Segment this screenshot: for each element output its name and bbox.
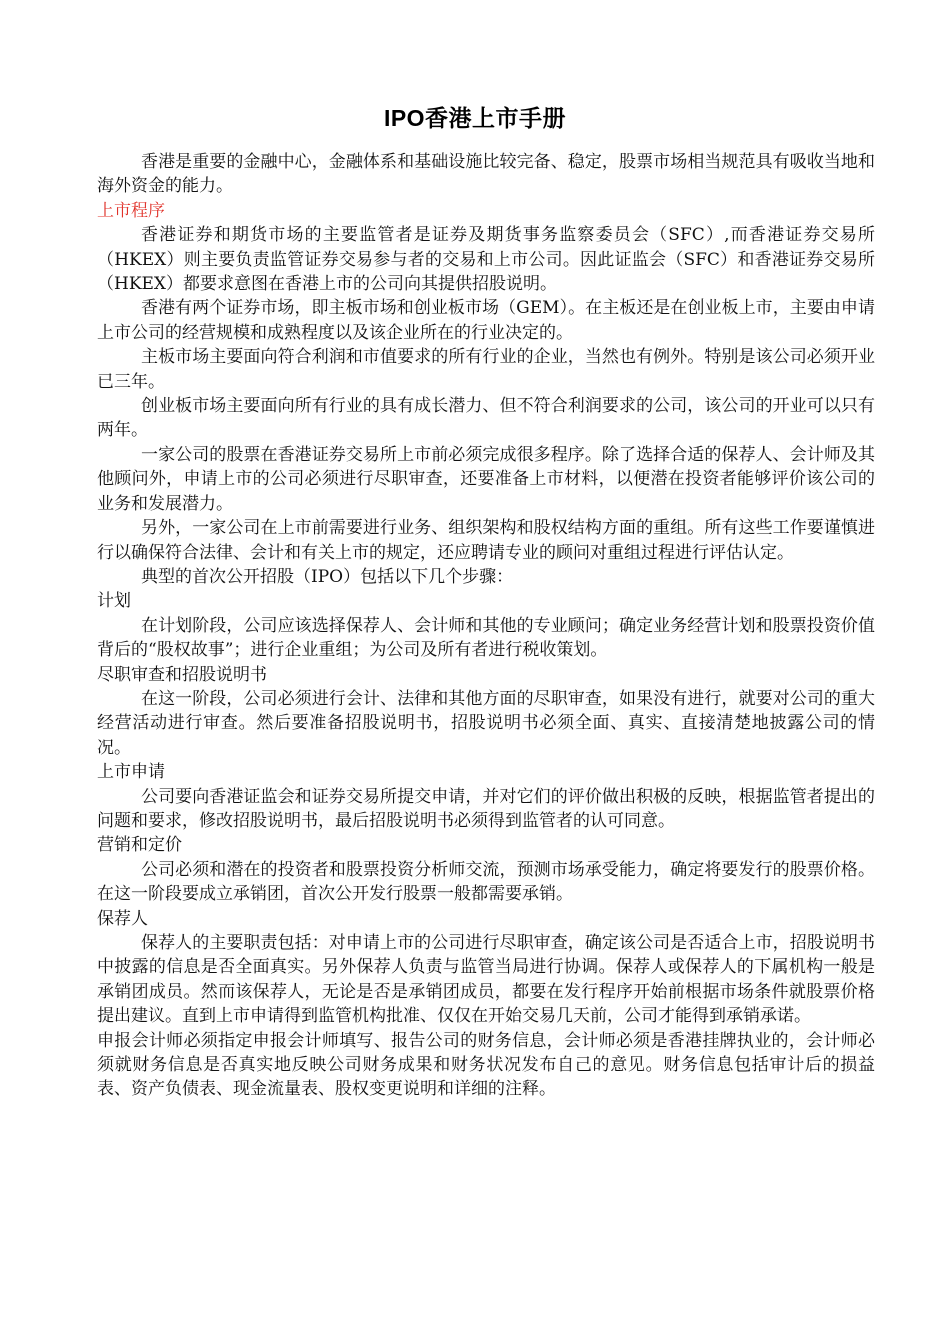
paragraph: 一家公司的股票在香港证券交易所上市前必须完成很多程序。除了选择合适的保荐人、会计师及其他顾问外，申请上市的公司必须进行尽职审查，还要准备上市材料，以便潜在投资者能够评价该公司的业务和发展潜力。 bbox=[97, 444, 875, 514]
section-heading: 保荐人 bbox=[97, 908, 148, 929]
document-body bbox=[97, 150, 875, 1102]
section-heading: 上市申请 bbox=[97, 762, 165, 783]
paragraph: 公司要向香港证监会和证券交易所提交申请，并对它们的评价做出积极的反映，根据监管者提出的问题和要求，修改招股说明书，最后招股说明书必须得到监管者的认可同意。 bbox=[97, 786, 875, 831]
paragraph: 香港是重要的金融中心，金融体系和基础设施比较完备、稳定，股票市场相当规范具有吸收当地和海外资金的能力。 bbox=[97, 152, 875, 197]
section-heading: 上市程序 bbox=[97, 200, 165, 221]
section-heading: 尽职审查和招股说明书 bbox=[97, 664, 267, 685]
paragraph: 公司必须和潜在的投资者和股票投资分析师交流，预测市场承受能力，确定将要发行的股票价格。在这一阶段要成立承销团，首次公开发行股票一般都需要承销。 bbox=[97, 859, 875, 905]
paragraph: 香港有两个证券市场，即主板市场和创业板市场（GEM）。在主板还是在创业板上市，主要由申请上市公司的经营规模和成熟程度以及该企业所在的行业决定的。 bbox=[97, 298, 875, 343]
page-title: IPO香港上市手册 bbox=[383, 105, 567, 132]
paragraph: 在这一阶段，公司必须进行会计、法律和其他方面的尽职审查，如果没有进行，就要对公司的重大经营活动进行审查。然后要准备招股说明书，招股说明书必须全面、真实、直接清楚地披露公司的情况。 bbox=[97, 688, 875, 758]
paragraph: 保荐人的主要职责包括：对申请上市的公司进行尽职审查，确定该公司是否适合上市，招股说明书中披露的信息是否全面真实。另外保荐人负责与监管当局进行协调。保荐人或保荐人的下属机构一般是承销团成员。然而该保荐人，无论是否是承销团成员，都要在发行程序开始前根据市场条件就股票价格提出建议。直到上市申请得到监管机构批准、仅仅在开始交易几天前，公司才能得到承销承诺。 bbox=[97, 933, 875, 1027]
paragraph: 申报会计师必须指定申报会计师填写、报告公司的财务信息，会计师必须是香港挂牌执业的，会计师必须就财务信息是否真实地反映公司财务成果和财务状况发布自己的意见。财务信息包括审计后的损益表、资产负债表、现金流量表、股权变更说明和详细的注释。 bbox=[97, 1030, 875, 1100]
section-heading: 营销和定价 bbox=[97, 835, 182, 856]
paragraph: 香港证券和期货市场的主要监管者是证券及期货事务监察委员会（SFC）,而香港证券交易所（HKEX）则主要负责监管证券交易参与者的交易和上市公司。因此证监会（SFC）和香港证券交易所（HKEX）都要求意图在香港上市的公司向其提供招股说明。 bbox=[97, 225, 875, 295]
section-heading: 计划 bbox=[97, 591, 131, 612]
paragraph: 主板市场主要面向符合利润和市值要求的所有行业的企业，当然也有例外。特别是该公司必须开业已三年。 bbox=[97, 347, 875, 392]
paragraph: 另外，一家公司在上市前需要进行业务、组织架构和股权结构方面的重组。所有这些工作要谨慎进行以确保符合法律、会计和有关上市的规定，还应聘请专业的顾问对重组过程进行评估认定。 bbox=[97, 518, 875, 563]
paragraph: 创业板市场主要面向所有行业的具有成长潜力、但不符合利润要求的公司，该公司的开业可以只有两年。 bbox=[97, 396, 875, 441]
paragraph: 在计划阶段，公司应该选择保荐人、会计师和其他的专业顾问；确定业务经营计划和股票投资价值背后的“股权故事”；进行企业重组；为公司及所有者进行税收策划。 bbox=[97, 615, 875, 661]
paragraph: 典型的首次公开招股（IPO）包括以下几个步骤： bbox=[141, 566, 514, 587]
